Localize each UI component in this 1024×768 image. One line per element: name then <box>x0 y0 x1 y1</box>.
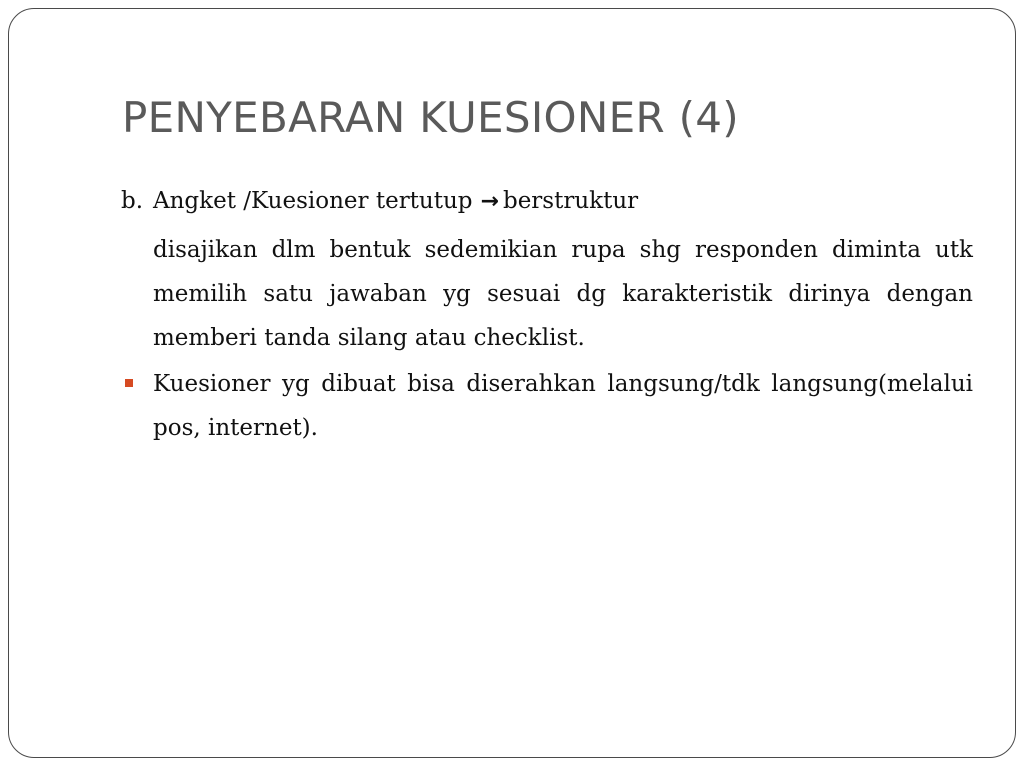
item-b-text-after-arrow: berstruktur <box>502 188 639 214</box>
square-bullet-icon <box>125 379 133 387</box>
arrow-right-icon: → <box>480 189 499 214</box>
item-b-marker: b. <box>121 188 144 214</box>
bullet-text: Kuesioner yg dibuat bisa diserahkan langsung/tdk langsung(melalui pos, internet). <box>153 371 973 441</box>
slide-content <box>121 179 973 450</box>
slide-title: PENYEBARAN KUESIONER (4) <box>122 93 739 142</box>
item-b-text-before-arrow: Angket /Kuesioner tertutup <box>153 188 473 214</box>
description-paragraph: disajikan dlm bentuk sedemikian rupa shg responden diminta utk memilih satu jawaban yg sesuai dg karakteristik dirinya dengan memberi tanda silang atau checklist. <box>153 237 973 351</box>
bullet-item <box>153 362 973 450</box>
item-b <box>121 179 973 224</box>
slide-frame <box>8 8 1016 758</box>
